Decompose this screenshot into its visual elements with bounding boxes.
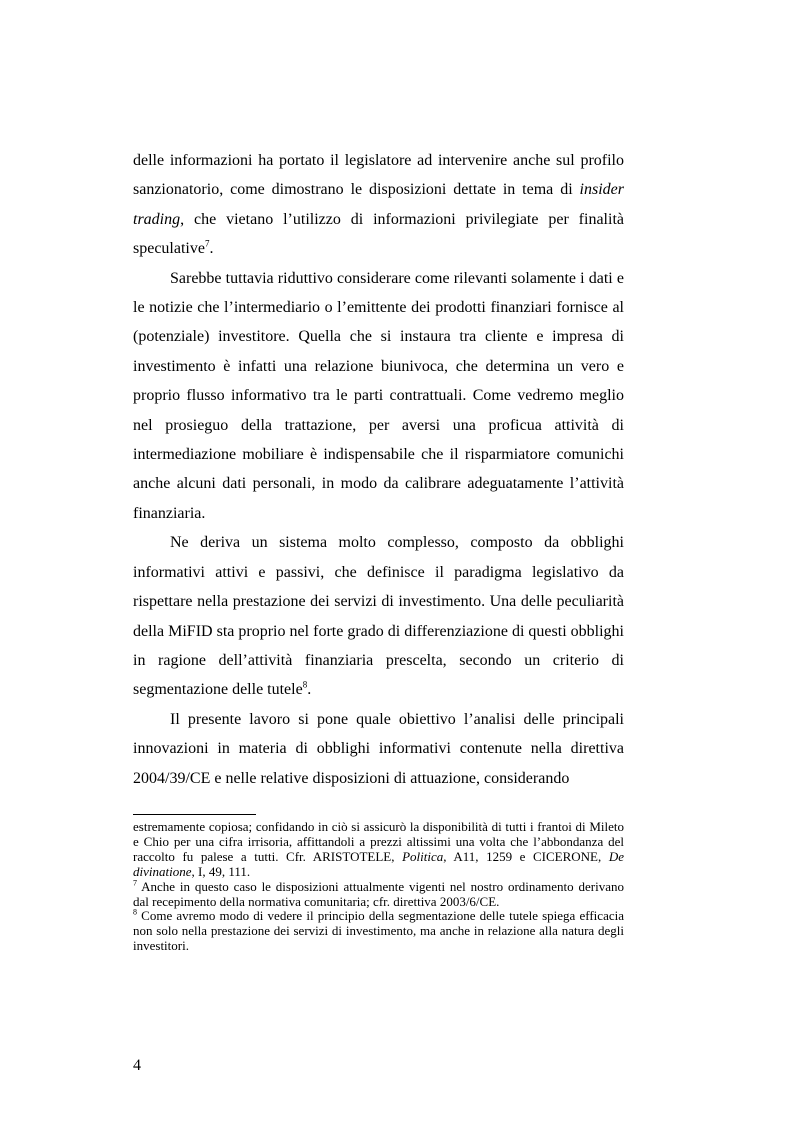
- footnote-7: [133, 880, 624, 910]
- paragraph-4: Il presente lavoro si pone quale obiettivo l’analisi delle principali innovazioni in materia di obblighi informativi contenute nella direttiva 2004/39/CE e nelle relative disposizioni di attuazione, considerando: [133, 710, 624, 787]
- footnote-ref-8[interactable]: 8: [302, 679, 308, 690]
- paragraph-3: [133, 528, 624, 704]
- footnote-8-text: Come avremo modo di vedere il principio della segmentazione delle tutele spiega efficacia non solo nella prestazione dei servizi di investimento, ma anche in relazione alla natura degli investitori.: [133, 908, 624, 954]
- footnote-separator: [133, 814, 256, 815]
- paragraph-3-text-b: .: [307, 681, 312, 699]
- paragraph-1-text-b: , che vietano l’utilizzo di informazioni privilegiate per finalità speculative: [133, 210, 624, 258]
- footnote-continuation: [133, 820, 624, 880]
- footnote-8: [133, 909, 624, 954]
- paragraph-1: [133, 146, 624, 264]
- footnote-continuation-emphasis-2: De divinatione: [133, 848, 624, 879]
- paragraph-3-text-a: Ne deriva un sistema molto complesso, composto da obblighi informativi attivi e passivi, che definisce il paradigma legislativo da rispettare nella prestazione dei servizi di investimento. Una delle peculiarità della MiFID sta proprio nel forte grado di differenziazione di questi obblighi in ragione dell’attività finanziaria prescelta, secondo un criterio di segmentazione delle tutele: [133, 534, 624, 699]
- footnote-continuation-text-c: , I, 49, 111.: [191, 863, 251, 879]
- paragraph-2: Sarebbe tuttavia riduttivo considerare come rilevanti solamente i dati e le notizie che l’intermediario o l’emittente dei prodotti finanziari fornisce al (potenziale) investitore. Quella che si instaura tra cliente e impresa di investimento è infatti una relazione biunivoca, che determina un vero e proprio flusso informativo tra le parti contrattuali. Come vedremo meglio nel prosieguo della trattazione, per aversi una proficua attività di intermediazione mobiliare è indispensabile che il risparmiatore comunichi anche alcuni dati personali, in modo da calibrare adeguatamente l’attività finanziaria.: [133, 269, 624, 522]
- paragraph-1-text-c: .: [209, 240, 214, 258]
- footnote-ref-7[interactable]: 7: [204, 238, 210, 249]
- footnote-7-number: 7: [133, 878, 137, 888]
- footnote-continuation-emphasis-1: Politica: [402, 848, 444, 864]
- footnote-7-text: Anche in questo caso le disposizioni attualmente vigenti nel nostro ordinamento derivano dal recepimento della normativa comunitaria; cfr. direttiva 2003/6/CE.: [133, 878, 624, 909]
- page-number: 4: [133, 1057, 141, 1074]
- main-text: [133, 146, 624, 793]
- footnote-continuation-text-a: estremamente copiosa; confidando in ciò si assicurò la disponibilità di tutti i frantoi di Mileto e Chio per una cifra irrisoria, affittandoli a prezzi altissimi una volta che l’abbondanza del raccolto fu palese a tutti. Cfr. ARISTOTELE,: [133, 819, 624, 864]
- paragraph-1-emphasis: insider trading: [133, 181, 624, 228]
- footnote-continuation-text-b: , A11, 1259 e CICERONE,: [443, 848, 609, 864]
- paragraph-1-text-a: delle informazioni ha portato il legislatore ad intervenire anche sul profilo sanzionatorio, come dimostrano le disposizioni dettate in tema di: [133, 152, 624, 199]
- footnotes: [133, 820, 624, 954]
- footnote-8-number: 8: [133, 908, 137, 918]
